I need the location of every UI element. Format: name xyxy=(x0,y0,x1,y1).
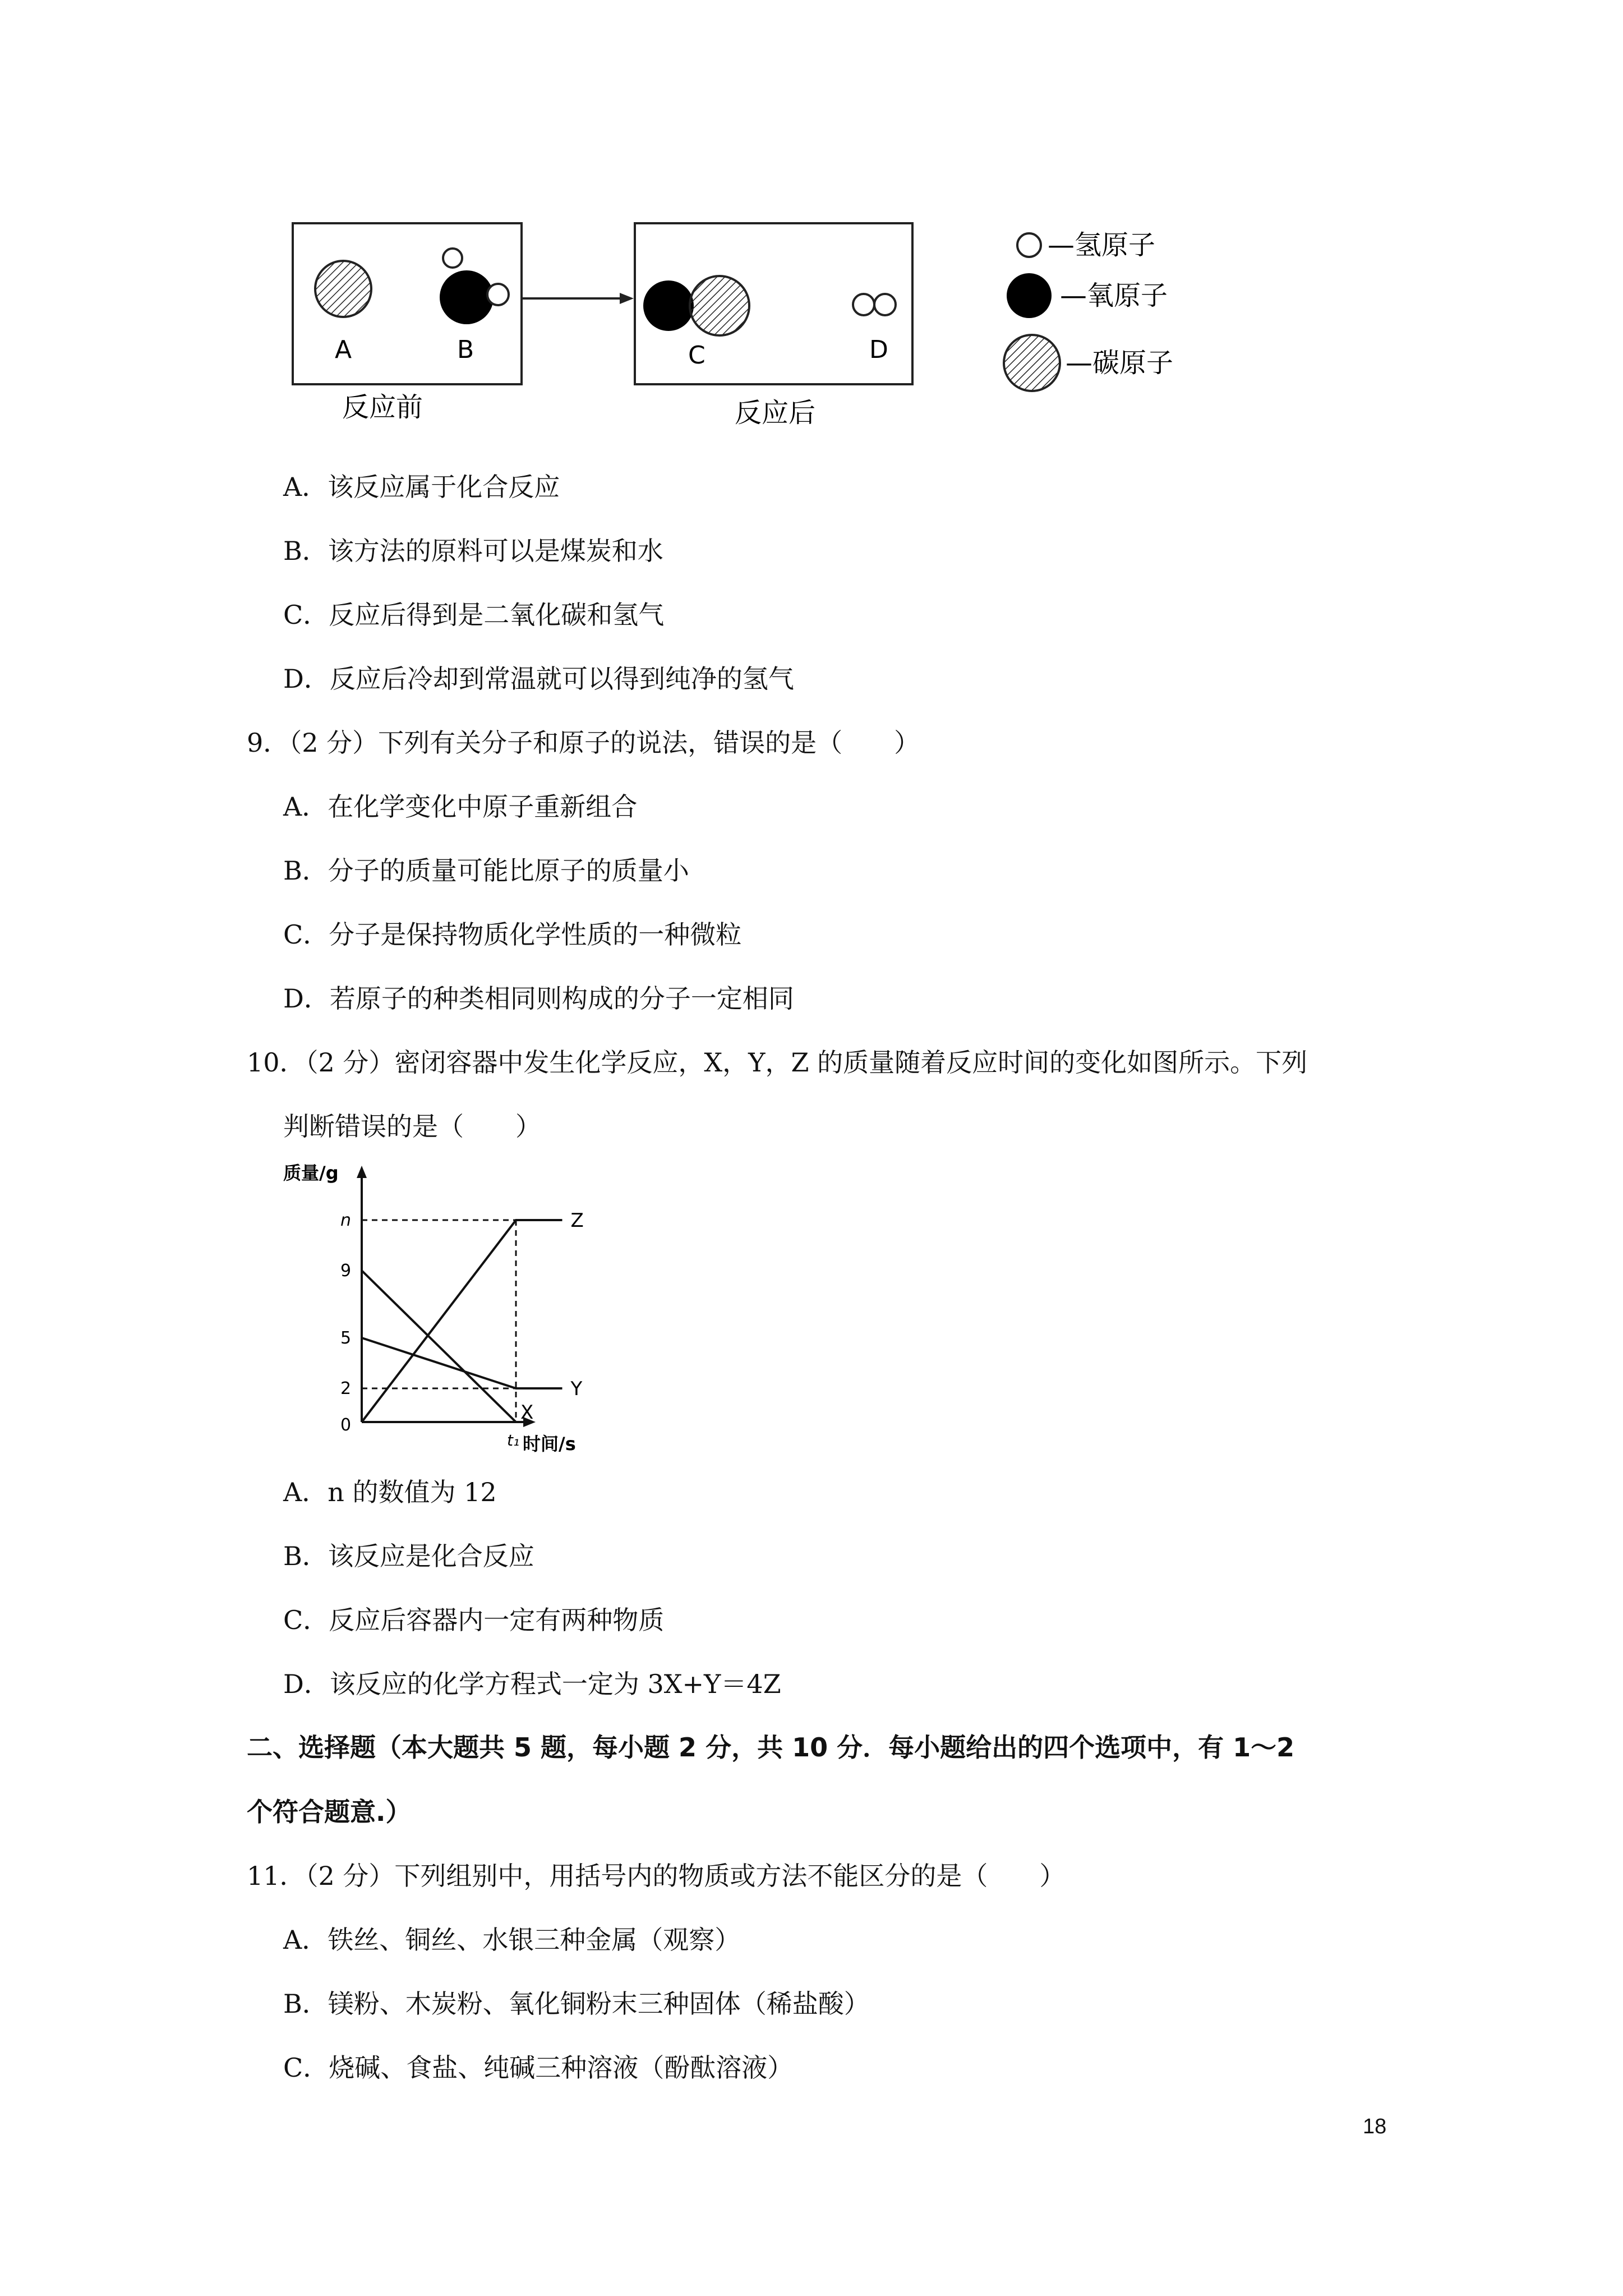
after-caption: 反应后 xyxy=(735,397,816,429)
section-2-heading-line2: 个符合题意.） xyxy=(247,1797,412,1827)
y-axis-label: 质量/g xyxy=(283,1162,339,1184)
series-line-y xyxy=(362,1338,562,1388)
y-axis-arrow-icon xyxy=(357,1166,367,1178)
x-tick-label: t₁ xyxy=(507,1431,520,1450)
legend-hydrogen: —氢原子 xyxy=(1048,229,1156,261)
hydrogen-atom-b2 xyxy=(487,284,509,305)
carbon-atom-icon xyxy=(1004,335,1060,391)
mass-time-chart xyxy=(280,1161,628,1464)
q9-option-d: D．若原子的种类相同则构成的分子一定相同 xyxy=(283,983,794,1014)
q8-option-c: C．反应后得到是二氧化碳和氢气 xyxy=(283,600,665,630)
q11-option-c: C．烧碱、食盐、纯碱三种溶液（酚酞溶液） xyxy=(283,2053,794,2083)
oxygen-atom-icon xyxy=(1007,273,1052,318)
label-c: C xyxy=(688,341,706,370)
q9-option-b: B．分子的质量可能比原子的质量小 xyxy=(283,855,689,886)
series-label-x: X xyxy=(520,1401,534,1424)
legend-oxygen: —氧原子 xyxy=(1060,280,1168,311)
x-axis-label: 时间/s xyxy=(523,1433,576,1455)
carbon-atom-a xyxy=(315,261,371,317)
arrow-head-icon xyxy=(620,293,634,304)
series-label-y: Y xyxy=(570,1378,583,1400)
label-d: D xyxy=(869,335,888,364)
label-b: B xyxy=(457,335,474,364)
q11-option-a: A．铁丝、铜丝、水银三种金属（观察） xyxy=(283,1925,741,1955)
q11-stem: 11．（2 分）下列组别中，用括号内的物质或方法不能区分的是（ ） xyxy=(247,1861,1066,1891)
q10-option-c: C．反应后容器内一定有两种物质 xyxy=(283,1605,665,1635)
hydrogen-atom-d2 xyxy=(874,294,896,315)
oxygen-atom-c xyxy=(643,280,694,331)
series-line-z xyxy=(362,1220,562,1422)
q10-option-d: D．该反应的化学方程式一定为 3X+Y＝4Z xyxy=(283,1669,781,1699)
q9-stem: 9．（2 分）下列有关分子和原子的说法，错误的是（ ） xyxy=(247,728,920,758)
y-tick-label: 2 xyxy=(340,1379,352,1398)
q9-option-c: C．分子是保持物质化学性质的一种微粒 xyxy=(283,919,742,950)
before-caption: 反应前 xyxy=(342,392,423,423)
legend-carbon: —碳原子 xyxy=(1066,347,1174,379)
q10-option-b: B．该反应是化合反应 xyxy=(283,1541,534,1571)
q9-option-a: A．在化学变化中原子重新组合 xyxy=(283,792,638,822)
q10-stem-line1: 10．（2 分）密闭容器中发生化学反应，X，Y，Z 的质量随着反应时间的变化如图所示。下列 xyxy=(247,1047,1308,1078)
y-tick-label: n xyxy=(340,1211,352,1230)
label-a: A xyxy=(335,335,352,364)
hydrogen-atom-b1 xyxy=(443,249,462,268)
page-number: 18 xyxy=(1363,2115,1387,2138)
section-2-heading-line1: 二、选择题（本大题共 5 题，每小题 2 分，共 10 分．每小题给出的四个选项中，有 1～2 xyxy=(247,1732,1295,1763)
oxygen-atom-b xyxy=(440,270,494,324)
hydrogen-atom-d1 xyxy=(853,294,874,315)
y-tick-label: 5 xyxy=(340,1328,352,1348)
carbon-atom-c xyxy=(690,276,749,335)
y-tick-label: 9 xyxy=(340,1261,352,1281)
q10-option-a: A．n 的数值为 12 xyxy=(283,1477,497,1507)
hydrogen-atom-icon xyxy=(1017,233,1041,257)
reaction-diagram xyxy=(280,213,1234,449)
q8-option-b: B．该方法的原料可以是煤炭和水 xyxy=(283,536,663,566)
x-tick-label: 0 xyxy=(340,1415,352,1435)
q11-option-b: B．镁粉、木炭粉、氧化铜粉末三种固体（稀盐酸） xyxy=(283,1989,870,2019)
series-label-z: Z xyxy=(570,1209,584,1232)
q10-stem-line2: 判断错误的是（ ） xyxy=(283,1111,541,1142)
q8-option-a: A．该反应属于化合反应 xyxy=(283,472,560,502)
q8-option-d: D．反应后冷却到常温就可以得到纯净的氢气 xyxy=(283,664,794,694)
